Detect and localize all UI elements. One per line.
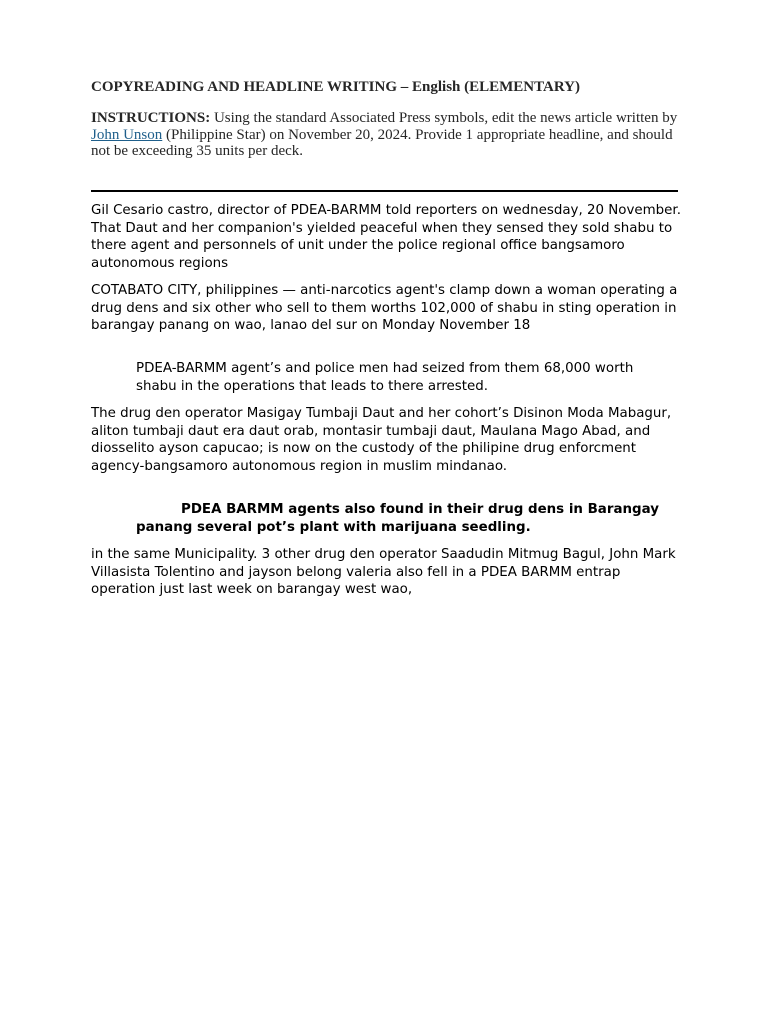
instructions-label: INSTRUCTIONS: bbox=[91, 110, 211, 126]
article-paragraph-6: in the same Municipality. 3 other drug den operator Saadudin Mitmug Bagul, John Mark Villasista Tolentino and jayson belong valeria also fell in a PDEA BARMM entrap operation just last week on barangay west wao, bbox=[91, 547, 676, 598]
article-paragraph-5-text: PDEA BARMM agents also found in their drug dens in Barangay panang several pot’s plant with marijuana seedling. bbox=[136, 502, 659, 535]
article-paragraph-5 bbox=[136, 501, 681, 536]
instructions-text-start: Using the standard Associated Press symbols, edit the news article written by bbox=[210, 110, 678, 126]
article-paragraph-2: COTABATO CITY, philippines — anti-narcotics agent's clamp down a woman operating a drug dens and six other who sell to them worths 102,000 of shabu in sting operation in barangay panang on wao, lanao del sur on Monday November 18 bbox=[91, 283, 678, 334]
instructions-text-end: (Philippine Star) on November 20, 2024. Provide 1 appropriate headline, and should not be exceeding 35 units per deck. bbox=[91, 126, 673, 159]
article-paragraph-1: Gil Cesario castro, director of PDEA-BARMM told reporters on wednesday, 20 November. That Daut and her companion's yielded peaceful when they sensed they sold shabu to there agent and personnels of unit under the police regional office bangsamoro autonomous regions bbox=[91, 203, 681, 271]
author-link[interactable]: John Unson bbox=[91, 126, 163, 143]
horizontal-divider bbox=[91, 190, 678, 192]
article-paragraph-4: The drug den operator Masigay Tumbaji Daut and her cohort’s Disinon Moda Mabagur, aliton tumbaji daut era daut orab, montasir tumbaji daut, Maulana Mago Abad, and diosselito ayson capucao; is now on the custody of the philipine drug enforcment agency-bangsamoro autonomous region in muslim mindanao. bbox=[91, 406, 672, 474]
document-title: COPYREADING AND HEADLINE WRITING – English (ELEMENTARY) bbox=[91, 79, 580, 95]
article-paragraph-3: PDEA-BARMM agent’s and police men had seized from them 68,000 worth shabu in the operations that leads to there arrested. bbox=[136, 361, 634, 394]
instructions-paragraph bbox=[91, 110, 681, 160]
